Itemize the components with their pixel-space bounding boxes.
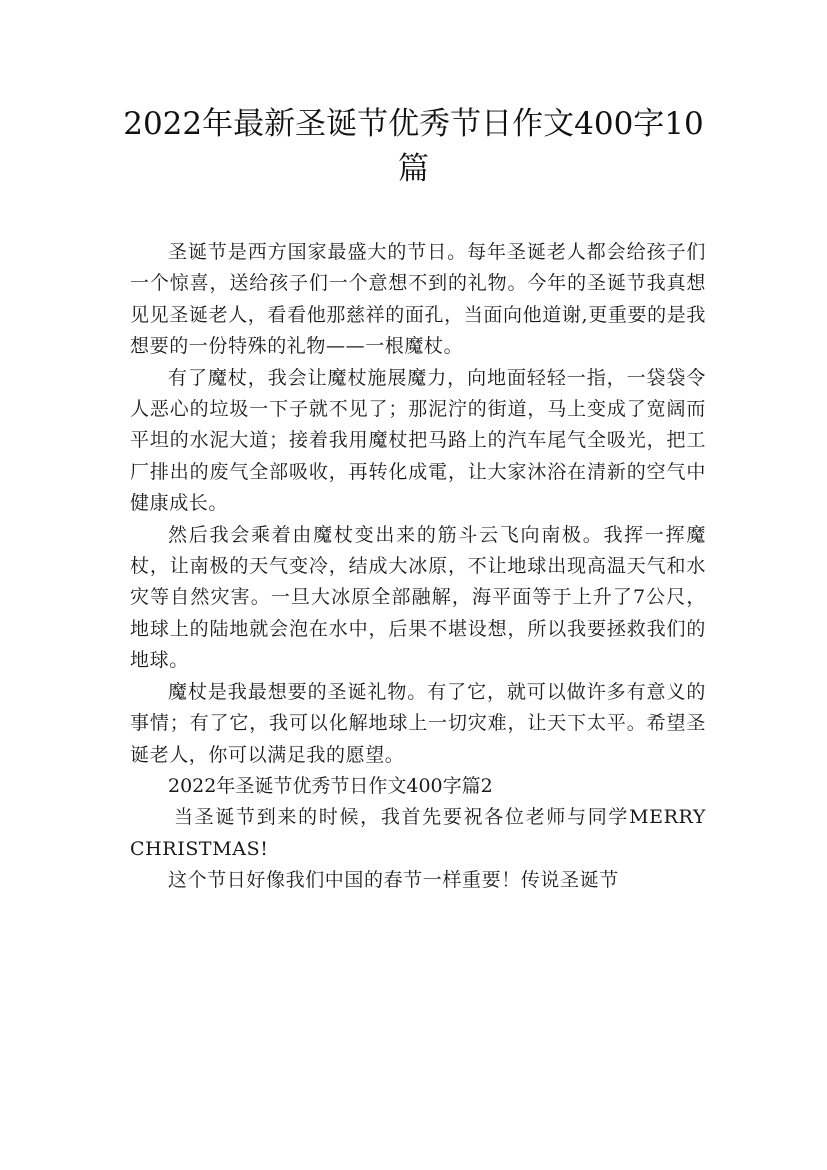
paragraph-1: 圣诞节是西方国家最盛大的节日。每年圣诞老人都会给孩子们一个惊喜，送给孩子们一个意想不到的礼物。今年的圣诞节我真想见见圣诞老人，看看他那慈祥的面孔，当面向他道谢,更重要的是我想要的一份特殊的礼物——一根魔杖。 <box>130 241 706 358</box>
section-heading-2: 2022年圣诞节优秀节日作文400字篇2 <box>168 774 493 797</box>
document-title: 2022年最新圣诞节优秀节日作文400字10篇 <box>123 106 704 187</box>
paragraph-6: 这个节日好像我们中国的春节一样重要！传说圣诞节 <box>168 869 619 892</box>
document-body <box>130 237 706 897</box>
paragraph-4: 魔杖是我最想要的圣诞礼物。有了它，就可以做许多有意义的事情；有了它，我可以化解地球上一切灾难，让天下太平。希望圣诞老人，你可以满足我的愿望。 <box>130 680 706 766</box>
paragraph-2: 有了魔杖，我会让魔杖施展魔力，向地面轻轻一指，一袋袋令人恶心的垃圾一下子就不见了；那泥泞的街道，马上变成了宽阔而平坦的水泥大道；接着我用魔杖把马路上的汽车尾气全吸光，把工厂排出的废气全部吸收，再转化成電，让大家沐浴在清新的空气中健康成长。 <box>130 366 706 515</box>
paragraph-3: 然后我会乘着由魔杖变出来的筋斗云飞向南极。我挥一挥魔杖，让南极的天气变冷，结成大冰原，不让地球出现高温天气和水灾等自然灾害。一旦大冰原全部融解，海平面等于上升了7公尺，地球上的陆地就会泡在水中，后果不堪设想，所以我要拯救我们的地球。 <box>130 523 706 672</box>
paragraph-5: 当圣诞节到来的时候，我首先要祝各位老师与同学MERRY CHRISTMAS! <box>130 806 706 860</box>
